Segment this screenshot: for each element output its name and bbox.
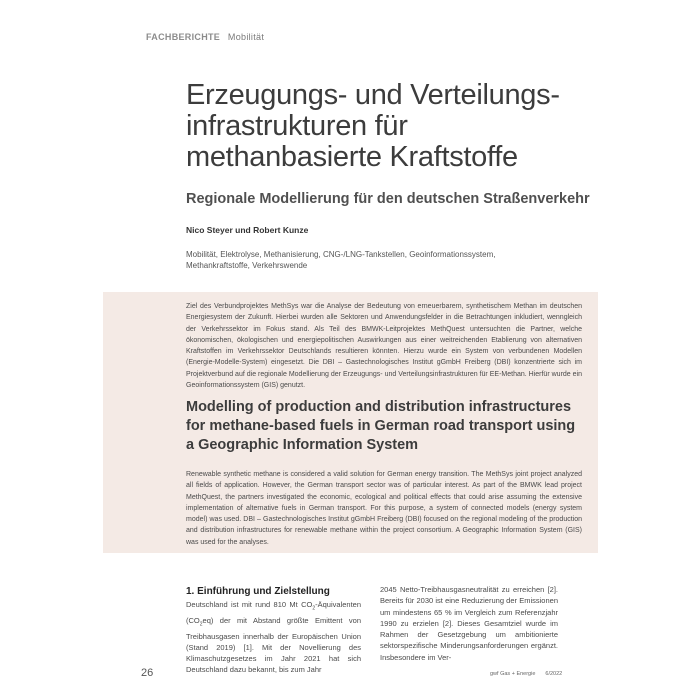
body-column-1: 1. Einführung und Zielstellung Deutschland ist mit rund 810 Mt $CO_2$-Äquivalenten $(CO_2eq)$ der mit Abstand größte Emittent von Treibhausgasen innerhalb der Europäischen Union (Stand 2019) [1]. Mit der Novellierung des Klimaschutzgesetzes im Jahr 2021 hat sich Deutschland dazu bekannt, bis zum Jahr — [186, 586, 361, 675]
body-column-2: 2045 Netto-Treibhausgasneutralität zu erreichen [2]. Bereits für 2030 ist eine Reduzierung der Emissionen um mindestens 65 % im Vergleich zum Referenzjahr 1990 zu erzielen [2]. Dieses Gesamtziel wurde im Rahmen der Gesetzgebung um ambitionierte sektorspezifische Minderungsanforderungen ergänzt. Insbesondere im Ver- — [380, 585, 558, 662]
article-keywords: Mobilität, Elektrolyse, Methanisierung, CNG-/LNG-Tankstellen, Geoinformationssystem, Methankraftstoffe, Verkehrswende — [186, 250, 496, 270]
abstract-german: Ziel des Verbundprojektes MethSys war die Analyse der Bedeutung von erneuerbarem, synthetischem Methan im deutschen Energiesystem der Zukunft. Hierbei wurden alle Sektoren und Anwendungsfelder in die Betrachtungen inkludiert, wenngleich der Verkehrssektor im Fokus stand. Als Teil des BMWK-Leitprojektes MethQuest untersuchten die Partner, welche ökonomischen, ökologischen und energiepolitischen Auswirkungen aus einer weitreichenden Etablierung von alternativen Kraftstoffen im Verkehrssektor Deutschlands resultieren könnten. Hierzu wurde ein System von verbundenen Modellen (Energie-Modelle-System) eingesetzt. Die DBI – Gastechnologisches Institut gGmbH Freiberg (DBI) konzentrierte sich im Projektverbund auf die regionale Modellierung der Erzeugungs- und Verteilungsinfrastrukturen für EE-Methan. Hierfür wurde ein Geoinformationssystem (GIS) genutzt. — [186, 303, 582, 390]
article-subtitle: Regionale Modellierung für den deutschen Straßenverkehr — [186, 191, 590, 207]
english-title: Modelling of production and distribution infrastructures for methane-based fuels in German road transport using a Geographic Information System — [186, 399, 576, 453]
journal-issue: 6/2022 — [545, 671, 563, 677]
article-title: Erzeugungs- und Verteilungsinfrastrukturen für methanbasierte Kraftstoffe — [186, 79, 560, 173]
page-number: 26 — [141, 667, 154, 679]
journal-footer — [490, 671, 562, 677]
article-authors: Nico Steyer und Robert Kunze — [186, 225, 309, 235]
section-category: FACHBERICHTE — [146, 32, 221, 42]
journal-name: gwf Gas + Energie — [490, 671, 536, 677]
section-header — [146, 32, 264, 42]
section-heading: 1. Einführung und Zielstellung — [186, 586, 330, 597]
body-text: Deutschland ist mit rund 810 Mt CO — [186, 600, 313, 609]
abstract-english: Renewable synthetic methane is considered a valid solution for German energy transition. The MethSys joint project analyzed all fields of application. However, the German transport sector was of particular interest. As part of the BMWK lead project MethQuest, the partners investigated the economic, ecological and political effects that could arise assuming the extensive implementation of alternative fuels in German transport. For this purpose, a system of connected models (energy system model) was used. DBI – Gastechnologisches Institut gGmbH Freiberg (DBI) focused on the regional modeling of the production and distribution infrastructures for renewable methane within the project consortium. A Geographic Information System (GIS) was used for the analyses. — [186, 471, 582, 546]
section-subcategory: Mobilität — [227, 32, 265, 42]
